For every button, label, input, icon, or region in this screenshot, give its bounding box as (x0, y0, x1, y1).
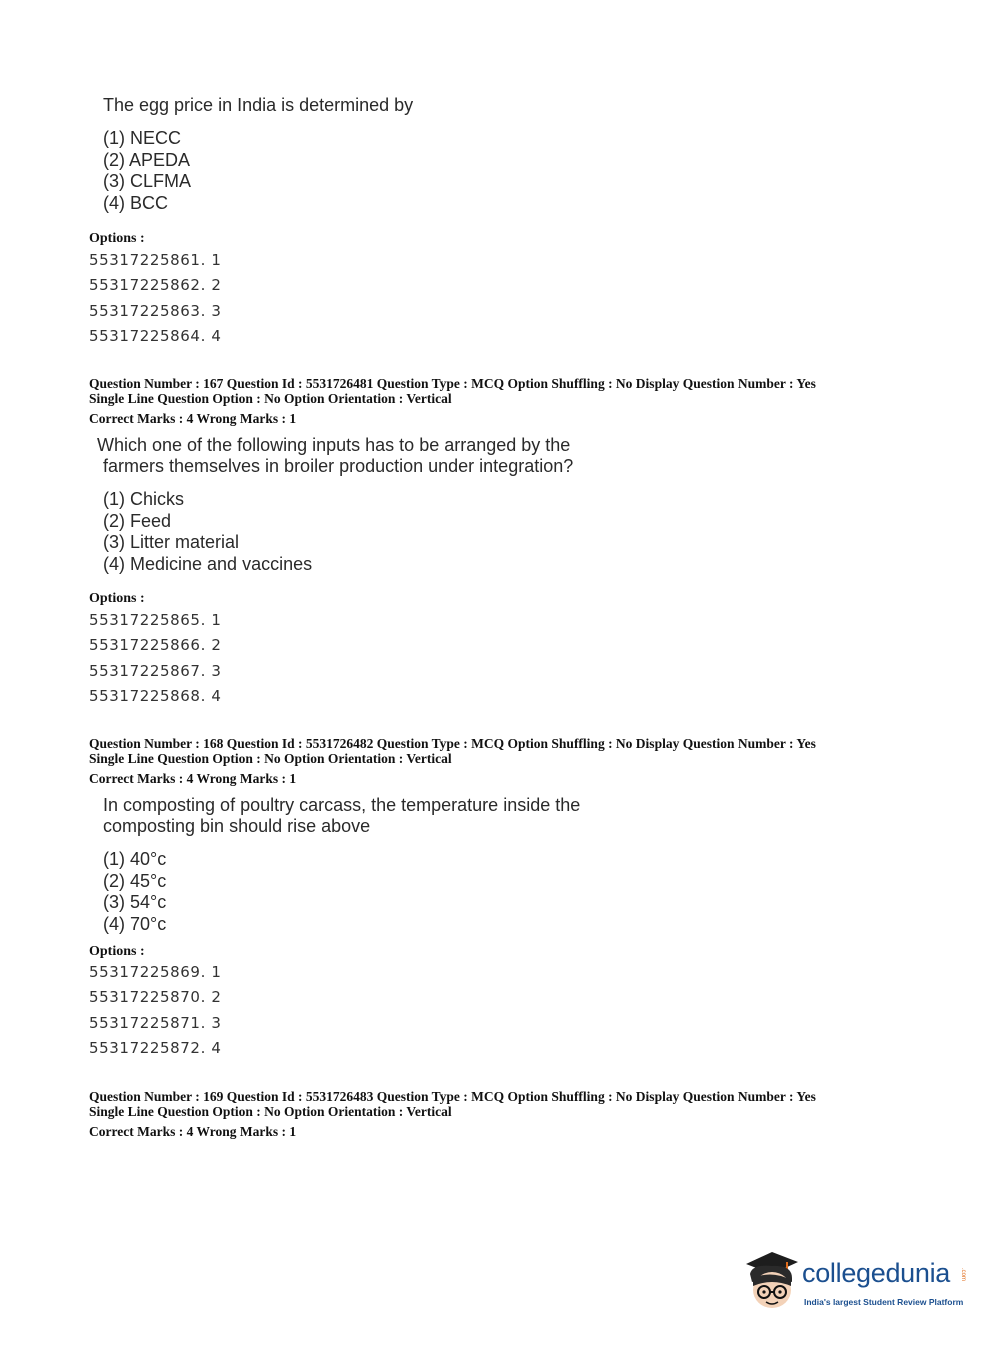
collegedunia-logo (742, 1248, 972, 1318)
question-text-line: farmers themselves in broiler production under integration? (103, 456, 574, 476)
question-text-line: composting bin should rise above (103, 816, 371, 836)
choice-item: (1) NECC (103, 128, 182, 148)
question-166-choices (103, 128, 191, 214)
choice-item: (4) 70°c (103, 913, 167, 934)
choice-item: (3) Litter material (103, 532, 240, 552)
logo-tagline: India's largest Student Review Platform (804, 1297, 964, 1307)
option-code: 55317225870. 2 (89, 988, 222, 1007)
choice-item: (1) Chicks (103, 489, 185, 509)
option-code: 55317225867. 3 (89, 661, 222, 680)
choice-item: (1) 40°c (103, 849, 167, 869)
choice-item: (4) BCC (103, 192, 169, 213)
marks-line: Correct Marks : 4 Wrong Marks : 1 (89, 771, 297, 786)
marks-line: Correct Marks : 4 Wrong Marks : 1 (89, 411, 297, 426)
logo-wordmark: collegedunia (802, 1258, 951, 1288)
option-code: 55317225865. 1 (89, 611, 222, 629)
option-code: 55317225861. 1 (89, 251, 222, 269)
question-167-text (97, 435, 573, 477)
option-code: 55317225864. 4 (89, 326, 222, 345)
meta-line: Single Line Question Option : No Option Orientation : Vertical (89, 391, 452, 406)
option-code: 55317225872. 4 (89, 1038, 222, 1057)
choice-item: (3) 54°c (103, 892, 167, 912)
logo-suffix: .com (960, 1268, 966, 1282)
question-167-choices (103, 489, 312, 575)
option-codes (89, 608, 221, 709)
meta-line: Question Number : 168 Question Id : 5531726482 Question Type : MCQ Option Shuffling : No Display Question Number : Yes (89, 736, 816, 751)
question-text-line: Which one of the following inputs has to be arranged by the (97, 435, 571, 455)
option-code: 55317225869. 1 (89, 963, 222, 981)
question-168-text (103, 795, 580, 837)
options-label: Options : (89, 944, 145, 959)
option-code: 55317225866. 2 (89, 636, 222, 655)
option-code: 55317225871. 3 (89, 1013, 222, 1032)
options-label: Options : (89, 591, 145, 606)
choice-item: (2) APEDA (103, 149, 191, 170)
option-codes (89, 248, 221, 349)
meta-line: Single Line Question Option : No Option Orientation : Vertical (89, 751, 452, 766)
meta-line: Single Line Question Option : No Option Orientation : Vertical (89, 1104, 452, 1119)
question-169-meta (89, 1089, 816, 1139)
question-text-line: In composting of poultry carcass, the temperature inside the (103, 795, 581, 815)
option-code: 55317225868. 4 (89, 686, 222, 705)
marks-line: Correct Marks : 4 Wrong Marks : 1 (89, 1124, 297, 1139)
question-text-line: The egg price in India is determined by (103, 95, 414, 115)
question-168-choices (103, 849, 166, 935)
option-codes (89, 960, 221, 1061)
option-code: 55317225862. 2 (89, 276, 222, 295)
choice-item: (4) Medicine and vaccines (103, 553, 313, 574)
question-166-text (103, 95, 413, 116)
choice-item: (2) Feed (103, 510, 172, 531)
question-167-meta (89, 376, 816, 426)
choice-item: (2) 45°c (103, 870, 167, 891)
meta-line: Question Number : 167 Question Id : 5531726481 Question Type : MCQ Option Shuffling : No Display Question Number : Yes (89, 376, 816, 391)
options-label: Options : (89, 231, 145, 246)
choice-item: (3) CLFMA (103, 171, 192, 191)
graduate-mascot-icon (742, 1248, 802, 1312)
meta-line: Question Number : 169 Question Id : 5531726483 Question Type : MCQ Option Shuffling : No Display Question Number : Yes (89, 1089, 816, 1104)
question-168-meta (89, 736, 816, 786)
option-code: 55317225863. 3 (89, 301, 222, 320)
